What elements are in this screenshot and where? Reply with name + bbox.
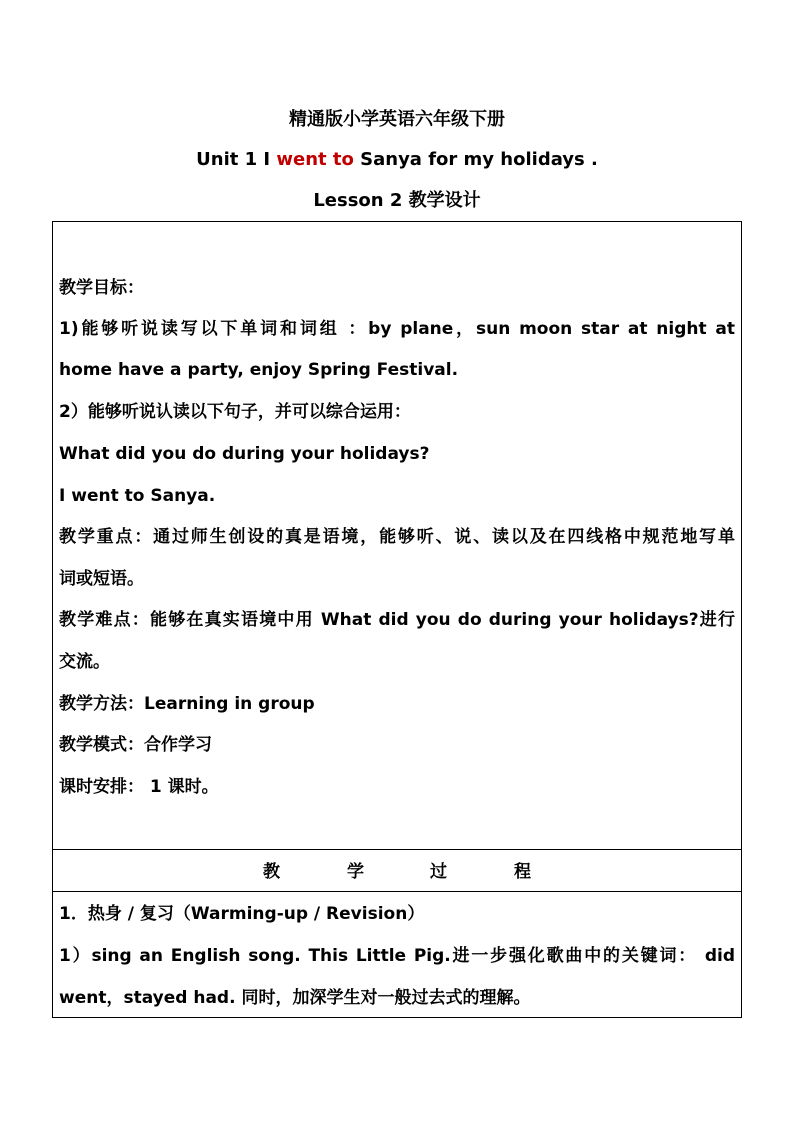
difficulties-line-2: 交流。 <box>59 652 110 672</box>
unit-title-prefix: Unit 1 I <box>196 149 277 170</box>
objective-sentence-1: What did you do during your holidays? <box>59 444 430 464</box>
lesson-title: Lesson 2 教学设计 <box>313 190 481 211</box>
objective-item-1-line-1: 1)能够听说读写以下单词和词组 ：by plane，sun moon star at night at <box>59 319 735 339</box>
teaching-mode: 教学模式：合作学习 <box>59 735 212 755</box>
objectives-heading: 教学目标： <box>59 278 144 298</box>
objective-item-2: 2）能够听说认读以下句子，并可以综合运用： <box>59 402 411 422</box>
process-heading <box>52 860 742 884</box>
key-points-line-2: 词或短语。 <box>59 569 144 589</box>
difficulties-line-1: 教学难点：能够在真实语境中用 What did you do during your holidays?进行 <box>59 610 735 630</box>
objective-item-1-line-2: home have a party, enjoy Spring Festival. <box>59 360 459 380</box>
unit-title-highlight: went to <box>276 149 354 170</box>
step-1-item-1-line-2: went，stayed had. 同时，加深学生对一般过去式的理解。 <box>59 988 531 1008</box>
process-char-3: 过 <box>430 862 447 882</box>
process-char-1: 教 <box>263 862 280 882</box>
objective-sentence-2: I went to Sanya. <box>59 486 216 506</box>
unit-title-suffix: Sanya for my holidays . <box>353 149 598 170</box>
process-char-4: 程 <box>514 862 531 882</box>
key-points-line-1: 教学重点：通过师生创设的真是语境，能够听、说、读以及在四线格中规范地写单 <box>59 527 735 547</box>
teaching-method: 教学方法：Learning in group <box>59 694 315 714</box>
process-char-2: 学 <box>347 862 364 882</box>
step-1-heading: 1．热身 / 复习（Warming-up / Revision） <box>59 904 425 924</box>
document-title: 精通版小学英语六年级下册 <box>289 109 505 130</box>
class-schedule: 课时安排： 1 课时。 <box>59 777 219 797</box>
step-1-item-1-line-1: 1）sing an English song. This Little Pig.进一步强化歌曲中的关键词： did <box>59 946 735 966</box>
unit-title <box>0 148 794 172</box>
